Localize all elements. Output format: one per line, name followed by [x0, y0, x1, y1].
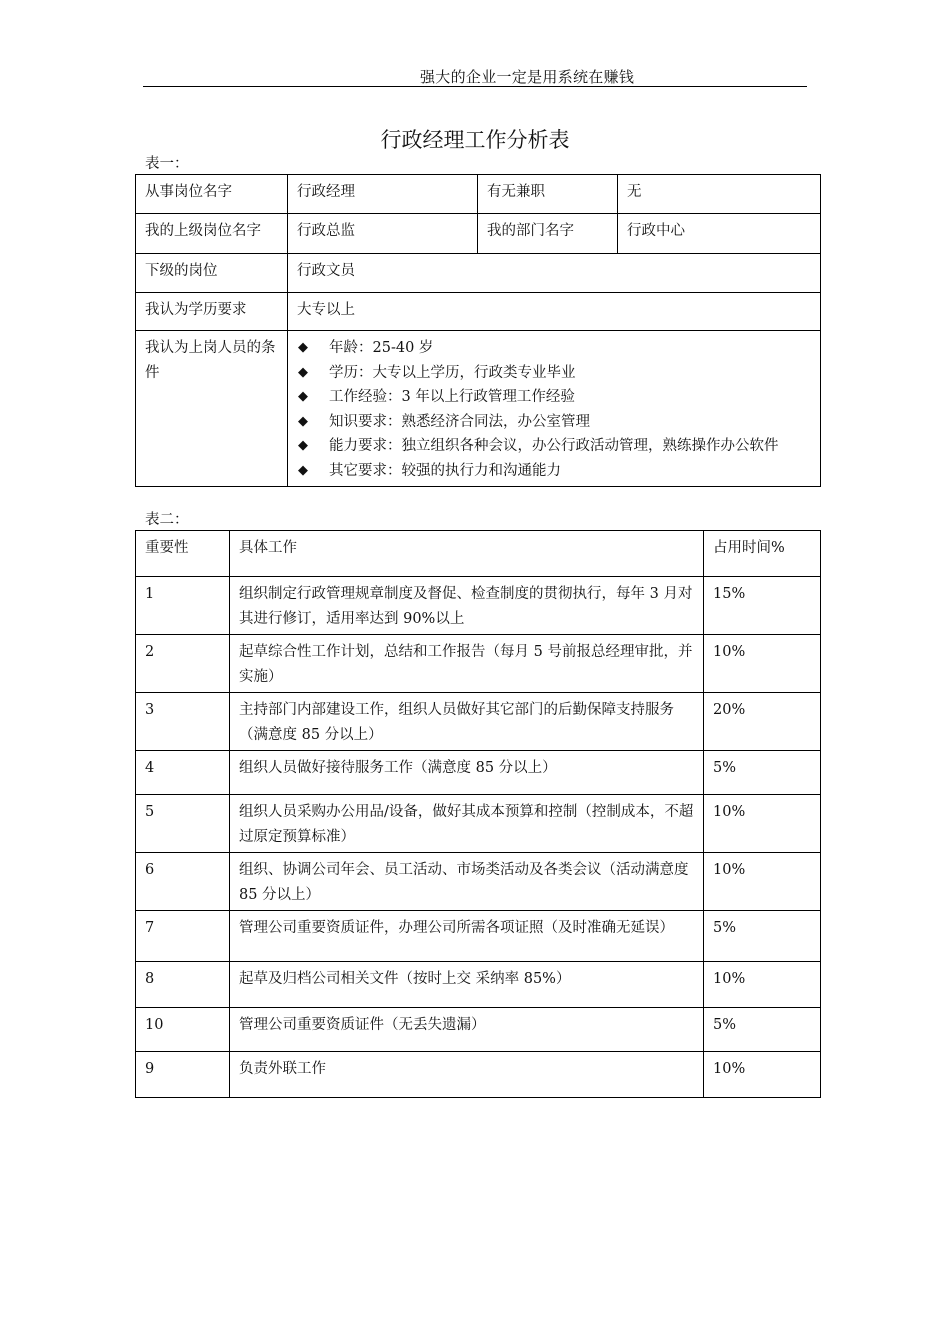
conditions-list [297, 336, 811, 483]
superior-label: 我的上级岗位名字 [136, 214, 288, 254]
parttime-value: 无 [618, 175, 821, 214]
row-work: 起草及归档公司相关文件（按时上交 采纳率 85%） [230, 962, 704, 1008]
header-slogan: 强大的企业一定是用系统在赚钱 [420, 68, 635, 86]
table-row [136, 853, 821, 911]
row-time: 5% [704, 911, 821, 962]
table-row [136, 254, 821, 293]
row-time: 10% [704, 635, 821, 693]
list-item: ◆ 能力要求：独立组织各种会议，办公行政活动管理，熟练操作办公软件 [297, 434, 811, 459]
row-time: 5% [704, 1008, 821, 1052]
list-item: ◆ 学历：大专以上学历，行政类专业毕业 [297, 361, 811, 386]
row-importance: 3 [136, 693, 230, 751]
subordinate-value: 行政文员 [288, 254, 821, 293]
table-row [136, 293, 821, 331]
dept-label: 我的部门名字 [478, 214, 618, 254]
dept-value: 行政中心 [618, 214, 821, 254]
superior-value: 行政总监 [288, 214, 478, 254]
row-work: 管理公司重要资质证件，办理公司所需各项证照（及时准确无延误） [230, 911, 704, 962]
row-work: 组织人员采购办公用品/设备，做好其成本预算和控制（控制成本，不超过原定预算标准） [230, 795, 704, 853]
conditions-label: 我认为上岗人员的条件 [136, 331, 288, 487]
position-value: 行政经理 [288, 175, 478, 214]
row-time: 5% [704, 751, 821, 795]
education-label: 我认为学历要求 [136, 293, 288, 331]
table-header-row [136, 531, 821, 577]
row-work: 负责外联工作 [230, 1052, 704, 1098]
table-row [136, 751, 821, 795]
list-item: ◆ 知识要求：熟悉经济合同法，办公室管理 [297, 410, 811, 435]
table-row [136, 795, 821, 853]
row-time: 10% [704, 962, 821, 1008]
table-row [136, 175, 821, 214]
row-importance: 6 [136, 853, 230, 911]
table2-caption: 表二： [145, 512, 189, 528]
list-item: ◆ 年龄：25-40 岁 [297, 336, 811, 361]
row-time: 10% [704, 853, 821, 911]
table-row [136, 1008, 821, 1052]
list-item: ◆ 其它要求：较强的执行力和沟通能力 [297, 459, 811, 484]
education-value: 大专以上 [288, 293, 821, 331]
parttime-label: 有无兼职 [478, 175, 618, 214]
header-work: 具体工作 [230, 531, 704, 577]
row-time: 20% [704, 693, 821, 751]
row-work: 组织制定行政管理规章制度及督促、检查制度的贯彻执行，每年 3 月对其进行修订，适用率达到 90%以上 [230, 577, 704, 635]
table-row [136, 331, 821, 487]
row-work: 组织人员做好接待服务工作（满意度 85 分以上） [230, 751, 704, 795]
row-work: 管理公司重要资质证件（无丢失遗漏） [230, 1008, 704, 1052]
table-row [136, 911, 821, 962]
row-importance: 2 [136, 635, 230, 693]
row-importance: 1 [136, 577, 230, 635]
header-importance: 重要性 [136, 531, 230, 577]
list-item: ◆ 工作经验：3 年以上行政管理工作经验 [297, 385, 811, 410]
row-importance: 8 [136, 962, 230, 1008]
row-importance: 4 [136, 751, 230, 795]
table1-caption: 表一： [145, 156, 189, 172]
row-time: 10% [704, 1052, 821, 1098]
header-time: 占用时间% [704, 531, 821, 577]
conditions-cell [288, 331, 821, 487]
work-analysis-table [135, 530, 821, 1098]
row-work: 组织、协调公司年会、员工活动、市场类活动及各类会议（活动满意度 85 分以上） [230, 853, 704, 911]
row-importance: 7 [136, 911, 230, 962]
table-row [136, 214, 821, 254]
table-row [136, 577, 821, 635]
table-row [136, 693, 821, 751]
row-time: 10% [704, 795, 821, 853]
row-importance: 9 [136, 1052, 230, 1098]
header-divider [143, 86, 807, 87]
row-importance: 10 [136, 1008, 230, 1052]
row-importance: 5 [136, 795, 230, 853]
row-work: 主持部门内部建设工作，组织人员做好其它部门的后勤保障支持服务（满意度 85 分以上） [230, 693, 704, 751]
row-time: 15% [704, 577, 821, 635]
page-title: 行政经理工作分析表 [380, 128, 570, 152]
row-work: 起草综合性工作计划，总结和工作报告（每月 5 号前报总经理审批，并实施） [230, 635, 704, 693]
subordinate-label: 下级的岗位 [136, 254, 288, 293]
job-info-table [135, 174, 821, 487]
table-row [136, 635, 821, 693]
table-row [136, 1052, 821, 1098]
table-row [136, 962, 821, 1008]
position-label: 从事岗位名字 [136, 175, 288, 214]
